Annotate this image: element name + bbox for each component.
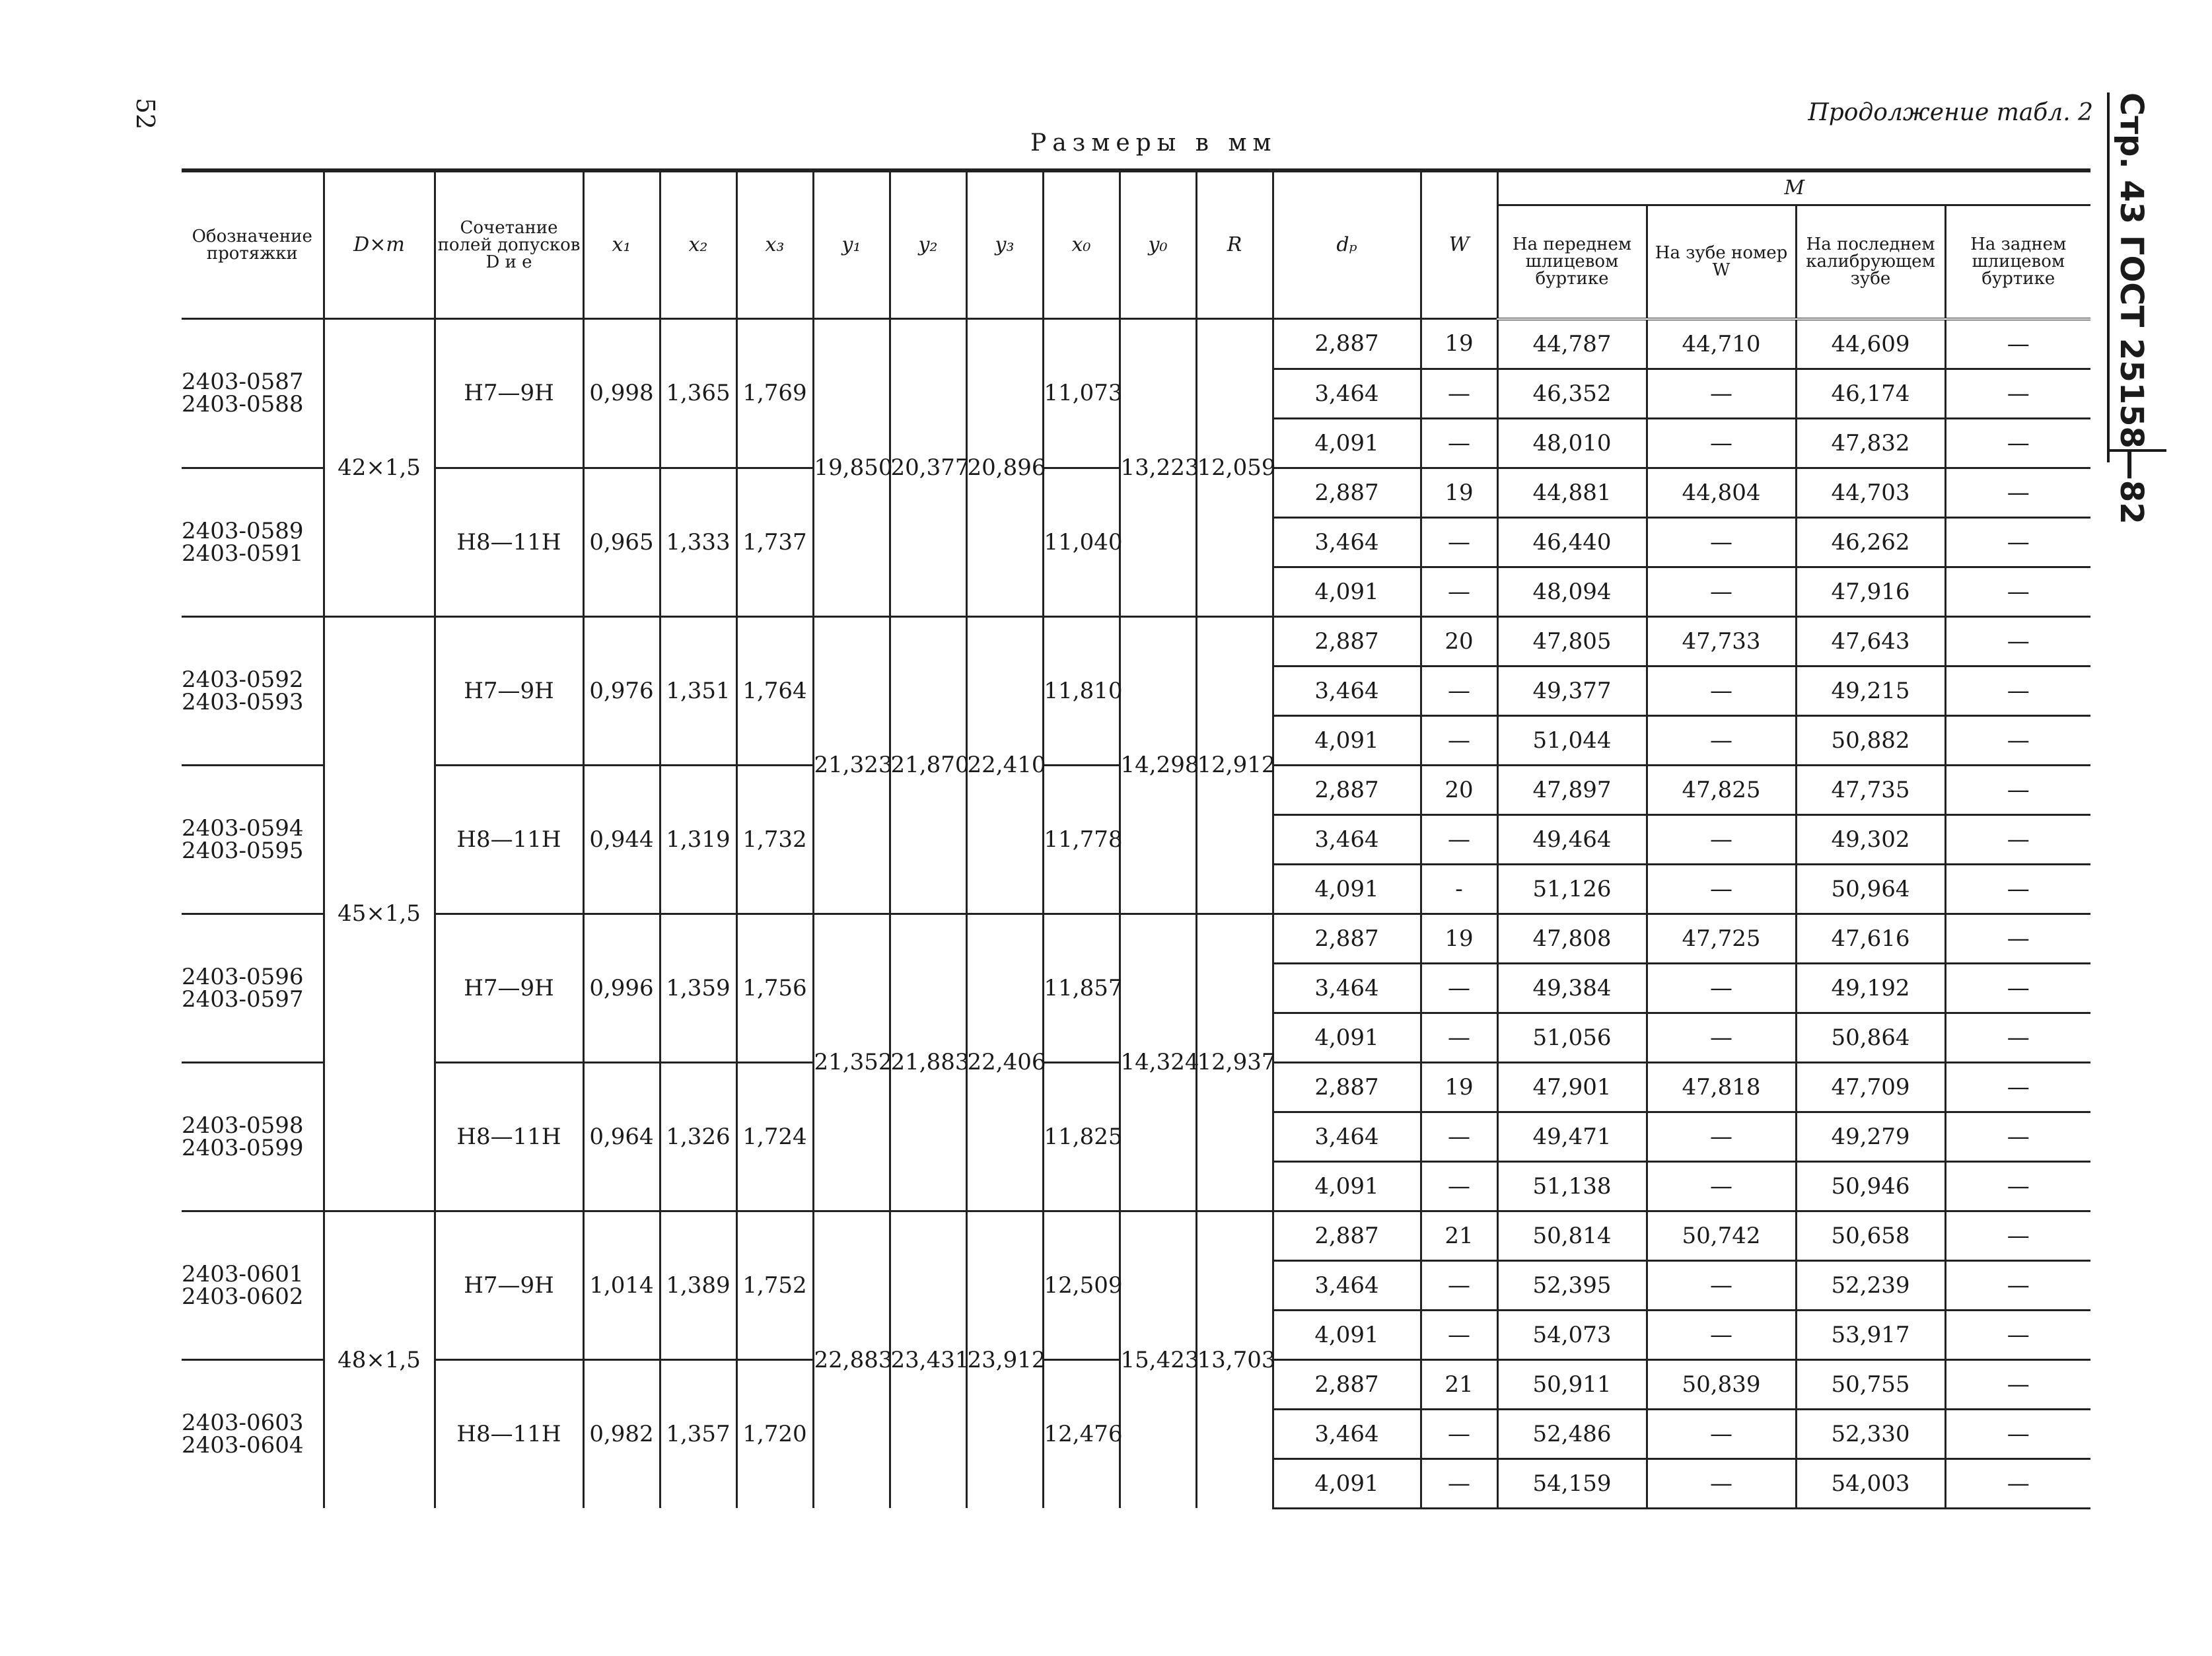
m-tooth-cell: —: [1647, 1112, 1796, 1161]
y1-cell: 22,883: [813, 1211, 890, 1508]
broach-designation: [182, 914, 324, 1062]
header-y1: y₁: [813, 170, 890, 319]
m-front-cell: 52,486: [1497, 1409, 1647, 1458]
y2-cell: 23,431: [890, 1211, 966, 1508]
w-cell: —: [1421, 1458, 1497, 1508]
header-W: W: [1421, 170, 1497, 319]
x0-cell: 11,778: [1043, 765, 1120, 914]
m-rear-cell: —: [1945, 864, 2090, 914]
x0-cell: 12,509: [1043, 1211, 1120, 1359]
m-front-cell: 44,881: [1497, 468, 1647, 517]
w-cell: —: [1421, 1310, 1497, 1359]
m-tooth-cell: 47,818: [1647, 1062, 1796, 1112]
header-y3: y₃: [966, 170, 1043, 319]
m-rear-cell: —: [1945, 468, 2090, 517]
m-rear-cell: —: [1945, 1310, 2090, 1359]
m-last-cell: 50,964: [1796, 864, 1945, 914]
broach-designation: [182, 616, 324, 765]
m-front-cell: 46,440: [1497, 517, 1647, 567]
m-front-cell: 46,352: [1497, 369, 1647, 418]
broach-code: 2403-0587: [182, 369, 304, 396]
x2-cell: 1,326: [660, 1062, 736, 1211]
tolerance-combo: H8—11H: [435, 1062, 583, 1211]
table-row: [182, 1211, 2090, 1260]
w-cell: —: [1421, 666, 1497, 715]
table-row: [182, 319, 2090, 369]
x1-cell: 0,998: [583, 319, 660, 468]
m-rear-cell: —: [1945, 1013, 2090, 1062]
m-last-cell: 46,262: [1796, 517, 1945, 567]
m-last-cell: 50,864: [1796, 1013, 1945, 1062]
w-cell: —: [1421, 1260, 1497, 1310]
m-last-cell: 50,658: [1796, 1211, 1945, 1260]
header-dp: dₚ: [1273, 170, 1421, 319]
header-x1: x₁: [583, 170, 660, 319]
m-tooth-cell: 44,804: [1647, 468, 1796, 517]
m-last-cell: 47,916: [1796, 567, 1945, 616]
m-tooth-cell: —: [1647, 1161, 1796, 1211]
y3-cell: 20,896: [966, 319, 1043, 617]
x2-cell: 1,365: [660, 319, 736, 468]
y3-cell: 23,912: [966, 1211, 1043, 1508]
dxm-cell: 45×1,5: [324, 616, 435, 1211]
m-last-cell: 47,643: [1796, 616, 1945, 666]
broach-code: 2403-0599: [182, 1134, 304, 1161]
m-tooth-cell: 47,733: [1647, 616, 1796, 666]
table-continuation-note: Продолжение табл. 2: [1808, 99, 2093, 126]
y1-cell: 19,850: [813, 319, 890, 617]
broach-code: 2403-0597: [182, 986, 304, 1013]
y0-cell: 14,298: [1120, 616, 1196, 914]
m-last-cell: 47,709: [1796, 1062, 1945, 1112]
m-rear-cell: —: [1945, 715, 2090, 765]
dp-cell: 4,091: [1273, 1458, 1421, 1508]
m-tooth-cell: —: [1647, 963, 1796, 1013]
broach-code: 2403-0595: [182, 837, 304, 864]
m-tooth-cell: —: [1647, 666, 1796, 715]
x3-cell: 1,756: [736, 914, 813, 1062]
x1-cell: 0,996: [583, 914, 660, 1062]
m-front-cell: 52,395: [1497, 1260, 1647, 1310]
x2-cell: 1,333: [660, 468, 736, 616]
header-y0: y₀: [1120, 170, 1196, 319]
w-cell: 19: [1421, 319, 1497, 369]
dp-cell: 3,464: [1273, 814, 1421, 864]
m-tooth-cell: —: [1647, 517, 1796, 567]
header-x2: x₂: [660, 170, 736, 319]
broach-code: 2403-0602: [182, 1283, 304, 1310]
x3-cell: 1,732: [736, 765, 813, 914]
x2-cell: 1,319: [660, 765, 736, 914]
y1-cell: 21,323: [813, 616, 890, 914]
m-front-cell: 47,808: [1497, 914, 1647, 963]
w-cell: 19: [1421, 468, 1497, 517]
m-front-cell: 47,901: [1497, 1062, 1647, 1112]
units-caption: Размеры в мм: [1030, 129, 1277, 157]
R-cell: 12,937: [1196, 914, 1273, 1211]
m-last-cell: 54,003: [1796, 1458, 1945, 1508]
m-tooth-cell: —: [1647, 1013, 1796, 1062]
x0-cell: 11,073: [1043, 319, 1120, 468]
page-number: 52: [131, 97, 161, 130]
x0-cell: 11,857: [1043, 914, 1120, 1062]
m-rear-cell: —: [1945, 567, 2090, 616]
dp-cell: 4,091: [1273, 1310, 1421, 1359]
tolerance-combo: H7—9H: [435, 616, 583, 765]
m-front-cell: 50,911: [1497, 1359, 1647, 1409]
broach-code: 2403-0589: [182, 517, 304, 544]
y2-cell: 21,883: [890, 914, 966, 1211]
dxm-cell: 42×1,5: [324, 319, 435, 617]
w-cell: —: [1421, 963, 1497, 1013]
m-rear-cell: —: [1945, 1260, 2090, 1310]
y1-cell: 21,352: [813, 914, 890, 1211]
dp-cell: 3,464: [1273, 666, 1421, 715]
x2-cell: 1,359: [660, 914, 736, 1062]
dp-cell: 4,091: [1273, 715, 1421, 765]
m-rear-cell: —: [1945, 319, 2090, 369]
dp-cell: 2,887: [1273, 765, 1421, 814]
w-cell: 21: [1421, 1359, 1497, 1409]
dp-cell: 4,091: [1273, 567, 1421, 616]
m-last-cell: 44,703: [1796, 468, 1945, 517]
m-rear-cell: —: [1945, 666, 2090, 715]
side-label-text: Стр. 43 ГОСТ 25158—82: [2113, 92, 2150, 524]
m-front-cell: 49,464: [1497, 814, 1647, 864]
dp-cell: 2,887: [1273, 468, 1421, 517]
m-last-cell: 50,882: [1796, 715, 1945, 765]
tolerance-combo: H7—9H: [435, 1211, 583, 1359]
x3-cell: 1,752: [736, 1211, 813, 1359]
broach-designation: [182, 468, 324, 616]
dp-cell: 2,887: [1273, 319, 1421, 369]
header-x3: x₃: [736, 170, 813, 319]
w-cell: -: [1421, 864, 1497, 914]
m-front-cell: 49,471: [1497, 1112, 1647, 1161]
w-cell: 19: [1421, 1062, 1497, 1112]
w-cell: —: [1421, 1013, 1497, 1062]
m-tooth-cell: —: [1647, 715, 1796, 765]
broach-designation: [182, 1062, 324, 1211]
R-cell: 12,912: [1196, 616, 1273, 914]
broach-code: 2403-0591: [182, 540, 304, 567]
x2-cell: 1,389: [660, 1211, 736, 1359]
dp-cell: 3,464: [1273, 369, 1421, 418]
broach-code: 2403-0596: [182, 963, 304, 990]
x3-cell: 1,737: [736, 468, 813, 616]
w-cell: 20: [1421, 616, 1497, 666]
m-front-cell: 47,805: [1497, 616, 1647, 666]
header-m-front: На переднем шлицевом буртике: [1497, 205, 1647, 319]
m-last-cell: 47,616: [1796, 914, 1945, 963]
broach-designation: [182, 319, 324, 468]
m-last-cell: 49,302: [1796, 814, 1945, 864]
m-rear-cell: —: [1945, 914, 2090, 963]
dp-cell: 3,464: [1273, 1112, 1421, 1161]
m-front-cell: 48,010: [1497, 418, 1647, 468]
w-cell: 19: [1421, 914, 1497, 963]
broach-code: 2403-0588: [182, 391, 304, 418]
y3-cell: 22,410: [966, 616, 1043, 914]
m-tooth-cell: 44,710: [1647, 319, 1796, 369]
x1-cell: 0,982: [583, 1359, 660, 1508]
m-tooth-cell: —: [1647, 1458, 1796, 1508]
broach-code: 2403-0601: [182, 1260, 304, 1287]
m-last-cell: 49,279: [1796, 1112, 1945, 1161]
m-rear-cell: —: [1945, 1409, 2090, 1458]
table-row: [182, 914, 2090, 963]
x3-cell: 1,769: [736, 319, 813, 468]
w-cell: —: [1421, 567, 1497, 616]
broach-designation: [182, 1359, 324, 1508]
w-cell: —: [1421, 1161, 1497, 1211]
m-rear-cell: —: [1945, 963, 2090, 1013]
dp-cell: 4,091: [1273, 864, 1421, 914]
m-tooth-cell: —: [1647, 1260, 1796, 1310]
m-last-cell: 47,832: [1796, 418, 1945, 468]
tolerance-combo: H7—9H: [435, 914, 583, 1062]
m-front-cell: 47,897: [1497, 765, 1647, 814]
m-tooth-cell: 50,742: [1647, 1211, 1796, 1260]
x1-cell: 1,014: [583, 1211, 660, 1359]
w-cell: —: [1421, 1112, 1497, 1161]
m-tooth-cell: 47,825: [1647, 765, 1796, 814]
y0-cell: 13,223: [1120, 319, 1196, 617]
dp-cell: 3,464: [1273, 1260, 1421, 1310]
m-tooth-cell: 50,839: [1647, 1359, 1796, 1409]
m-last-cell: 49,215: [1796, 666, 1945, 715]
broach-code: 2403-0593: [182, 688, 304, 715]
m-tooth-cell: —: [1647, 369, 1796, 418]
dp-cell: 4,091: [1273, 1161, 1421, 1211]
dp-cell: 3,464: [1273, 1409, 1421, 1458]
x2-cell: 1,357: [660, 1359, 736, 1508]
m-last-cell: 44,609: [1796, 319, 1945, 369]
header-dxm: D×m: [324, 170, 435, 319]
m-rear-cell: —: [1945, 517, 2090, 567]
dp-cell: 2,887: [1273, 1211, 1421, 1260]
header-R: R: [1196, 170, 1273, 319]
tolerance-combo: H8—11H: [435, 1359, 583, 1508]
m-tooth-cell: 47,725: [1647, 914, 1796, 963]
broach-code: 2403-0594: [182, 814, 304, 842]
tolerance-combo: H8—11H: [435, 468, 583, 616]
y2-cell: 21,870: [890, 616, 966, 914]
m-last-cell: 50,946: [1796, 1161, 1945, 1211]
m-front-cell: 51,044: [1497, 715, 1647, 765]
header-y2: y₂: [890, 170, 966, 319]
w-cell: 21: [1421, 1211, 1497, 1260]
y0-cell: 15,423: [1120, 1211, 1196, 1508]
header-m-tooth: На зубе номер W: [1647, 205, 1796, 319]
m-front-cell: 54,073: [1497, 1310, 1647, 1359]
m-rear-cell: —: [1945, 369, 2090, 418]
m-tooth-cell: —: [1647, 1310, 1796, 1359]
w-cell: —: [1421, 814, 1497, 864]
m-front-cell: 49,377: [1497, 666, 1647, 715]
dp-cell: 2,887: [1273, 914, 1421, 963]
m-last-cell: 53,917: [1796, 1310, 1945, 1359]
R-cell: 13,703: [1196, 1211, 1273, 1508]
w-cell: —: [1421, 715, 1497, 765]
dimensions-table: [182, 168, 2090, 1509]
dp-cell: 3,464: [1273, 963, 1421, 1013]
broach-code: 2403-0604: [182, 1432, 304, 1459]
x0-cell: 11,040: [1043, 468, 1120, 616]
m-last-cell: 50,755: [1796, 1359, 1945, 1409]
broach-code: 2403-0592: [182, 666, 304, 693]
broach-code: 2403-0603: [182, 1410, 304, 1437]
m-rear-cell: —: [1945, 1359, 2090, 1409]
y0-cell: 14,324: [1120, 914, 1196, 1211]
side-standard-label: [2087, 92, 2212, 524]
m-rear-cell: —: [1945, 1062, 2090, 1112]
x3-cell: 1,724: [736, 1062, 813, 1211]
m-rear-cell: —: [1945, 1112, 2090, 1161]
dp-cell: 4,091: [1273, 418, 1421, 468]
x1-cell: 0,944: [583, 765, 660, 914]
m-tooth-cell: —: [1647, 418, 1796, 468]
header-x0: x₀: [1043, 170, 1120, 319]
m-tooth-cell: —: [1647, 814, 1796, 864]
header-m-last: На последнем калибрующем зубе: [1796, 205, 1945, 319]
y2-cell: 20,377: [890, 319, 966, 617]
dxm-cell: 48×1,5: [324, 1211, 435, 1508]
w-cell: 20: [1421, 765, 1497, 814]
m-last-cell: 52,239: [1796, 1260, 1945, 1310]
x2-cell: 1,351: [660, 616, 736, 765]
tolerance-combo: H7—9H: [435, 319, 583, 468]
m-front-cell: 51,126: [1497, 864, 1647, 914]
w-cell: —: [1421, 418, 1497, 468]
m-last-cell: 46,174: [1796, 369, 1945, 418]
m-rear-cell: —: [1945, 814, 2090, 864]
header-designation: Обозначение протяжки: [182, 170, 324, 319]
m-front-cell: 54,159: [1497, 1458, 1647, 1508]
x1-cell: 0,976: [583, 616, 660, 765]
m-tooth-cell: —: [1647, 864, 1796, 914]
x0-cell: 12,476: [1043, 1359, 1120, 1508]
broach-designation: [182, 765, 324, 914]
header-m-rear: На заднем шлицевом буртике: [1945, 205, 2090, 319]
m-last-cell: 47,735: [1796, 765, 1945, 814]
m-rear-cell: —: [1945, 765, 2090, 814]
dp-cell: 2,887: [1273, 616, 1421, 666]
x0-cell: 11,825: [1043, 1062, 1120, 1211]
m-rear-cell: —: [1945, 1161, 2090, 1211]
m-rear-cell: —: [1945, 418, 2090, 468]
w-cell: —: [1421, 369, 1497, 418]
m-rear-cell: —: [1945, 1458, 2090, 1508]
w-cell: —: [1421, 517, 1497, 567]
dp-cell: 2,887: [1273, 1062, 1421, 1112]
table-row: [182, 616, 2090, 666]
x3-cell: 1,720: [736, 1359, 813, 1508]
m-last-cell: 52,330: [1796, 1409, 1945, 1458]
dp-cell: 2,887: [1273, 1359, 1421, 1409]
m-tooth-cell: —: [1647, 1409, 1796, 1458]
m-front-cell: 50,814: [1497, 1211, 1647, 1260]
x0-cell: 11,810: [1043, 616, 1120, 765]
m-front-cell: 48,094: [1497, 567, 1647, 616]
tolerance-combo: H8—11H: [435, 765, 583, 914]
m-last-cell: 49,192: [1796, 963, 1945, 1013]
m-front-cell: 44,787: [1497, 319, 1647, 369]
broach-designation: [182, 1211, 324, 1359]
m-rear-cell: —: [1945, 1211, 2090, 1260]
m-tooth-cell: —: [1647, 567, 1796, 616]
R-cell: 12,059: [1196, 319, 1273, 617]
dp-cell: 3,464: [1273, 517, 1421, 567]
header-combo: Сочетание полей допусков D и e: [435, 170, 583, 319]
y3-cell: 22,406: [966, 914, 1043, 1211]
x3-cell: 1,764: [736, 616, 813, 765]
m-front-cell: 51,056: [1497, 1013, 1647, 1062]
header-M: M: [1497, 170, 2090, 205]
table-body: [182, 319, 2090, 1509]
x1-cell: 0,964: [583, 1062, 660, 1211]
m-rear-cell: —: [1945, 616, 2090, 666]
dp-cell: 4,091: [1273, 1013, 1421, 1062]
broach-code: 2403-0598: [182, 1112, 304, 1139]
m-front-cell: 49,384: [1497, 963, 1647, 1013]
w-cell: —: [1421, 1409, 1497, 1458]
m-front-cell: 51,138: [1497, 1161, 1647, 1211]
x1-cell: 0,965: [583, 468, 660, 616]
